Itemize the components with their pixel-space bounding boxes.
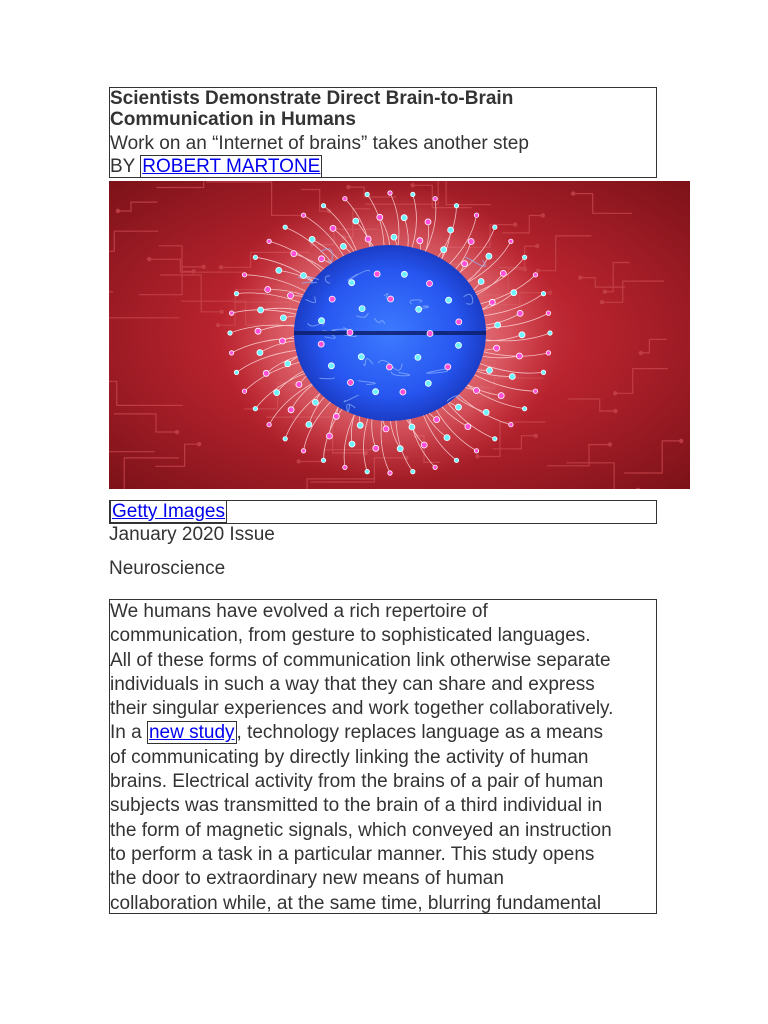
body-line: of communicating by directly linking the activity of human (110, 746, 589, 768)
article-body (109, 599, 657, 914)
image-credit-link[interactable]: Getty Images (112, 501, 225, 522)
article-title-line-1: Scientists Demonstrate Direct Brain-to-Brain (110, 88, 514, 109)
byline (110, 155, 656, 178)
body-line: All of these forms of communication link otherwise separate (110, 649, 611, 671)
body-line: individuals in such a way that they can share and express (110, 673, 595, 695)
body-line-suffix: , technology replaces language as a means (236, 722, 604, 744)
article-title-line-2: Communication in Humans (110, 109, 356, 130)
image-credit-box (109, 500, 657, 524)
body-line: to perform a task in a particular manner. This study opens (110, 843, 595, 865)
article-title (110, 88, 656, 130)
body-line: communication, from gesture to sophisticated languages. (110, 625, 591, 647)
article-paragraph (110, 600, 656, 914)
body-line: subjects was transmitted to the brain of a third individual in (110, 795, 603, 817)
new-study-link[interactable]: new study (148, 722, 235, 744)
byline-prefix: BY (110, 156, 141, 177)
body-line: their singular experiences and work together collaboratively. (110, 698, 614, 720)
body-line: We humans have evolved a rich repertoire of (110, 601, 488, 622)
body-line: collaboration while, at the same time, blurring fundamental (110, 892, 602, 914)
issue-label: January 2020 Issue (109, 524, 275, 545)
section-label: Neuroscience (109, 558, 226, 579)
body-line: the form of magnetic signals, which conveyed an instruction (110, 819, 612, 841)
author-link[interactable]: ROBERT MARTONE (142, 156, 321, 177)
brain-circuit-image (109, 181, 690, 489)
article-subtitle: Work on an “Internet of brains” takes another step (110, 133, 529, 154)
article-header (109, 87, 657, 178)
body-line: brains. Electrical activity from the brains of a pair of human (110, 771, 604, 793)
body-line-prefix: In a (110, 722, 147, 744)
body-line: the door to extraordinary new means of human (110, 868, 504, 890)
